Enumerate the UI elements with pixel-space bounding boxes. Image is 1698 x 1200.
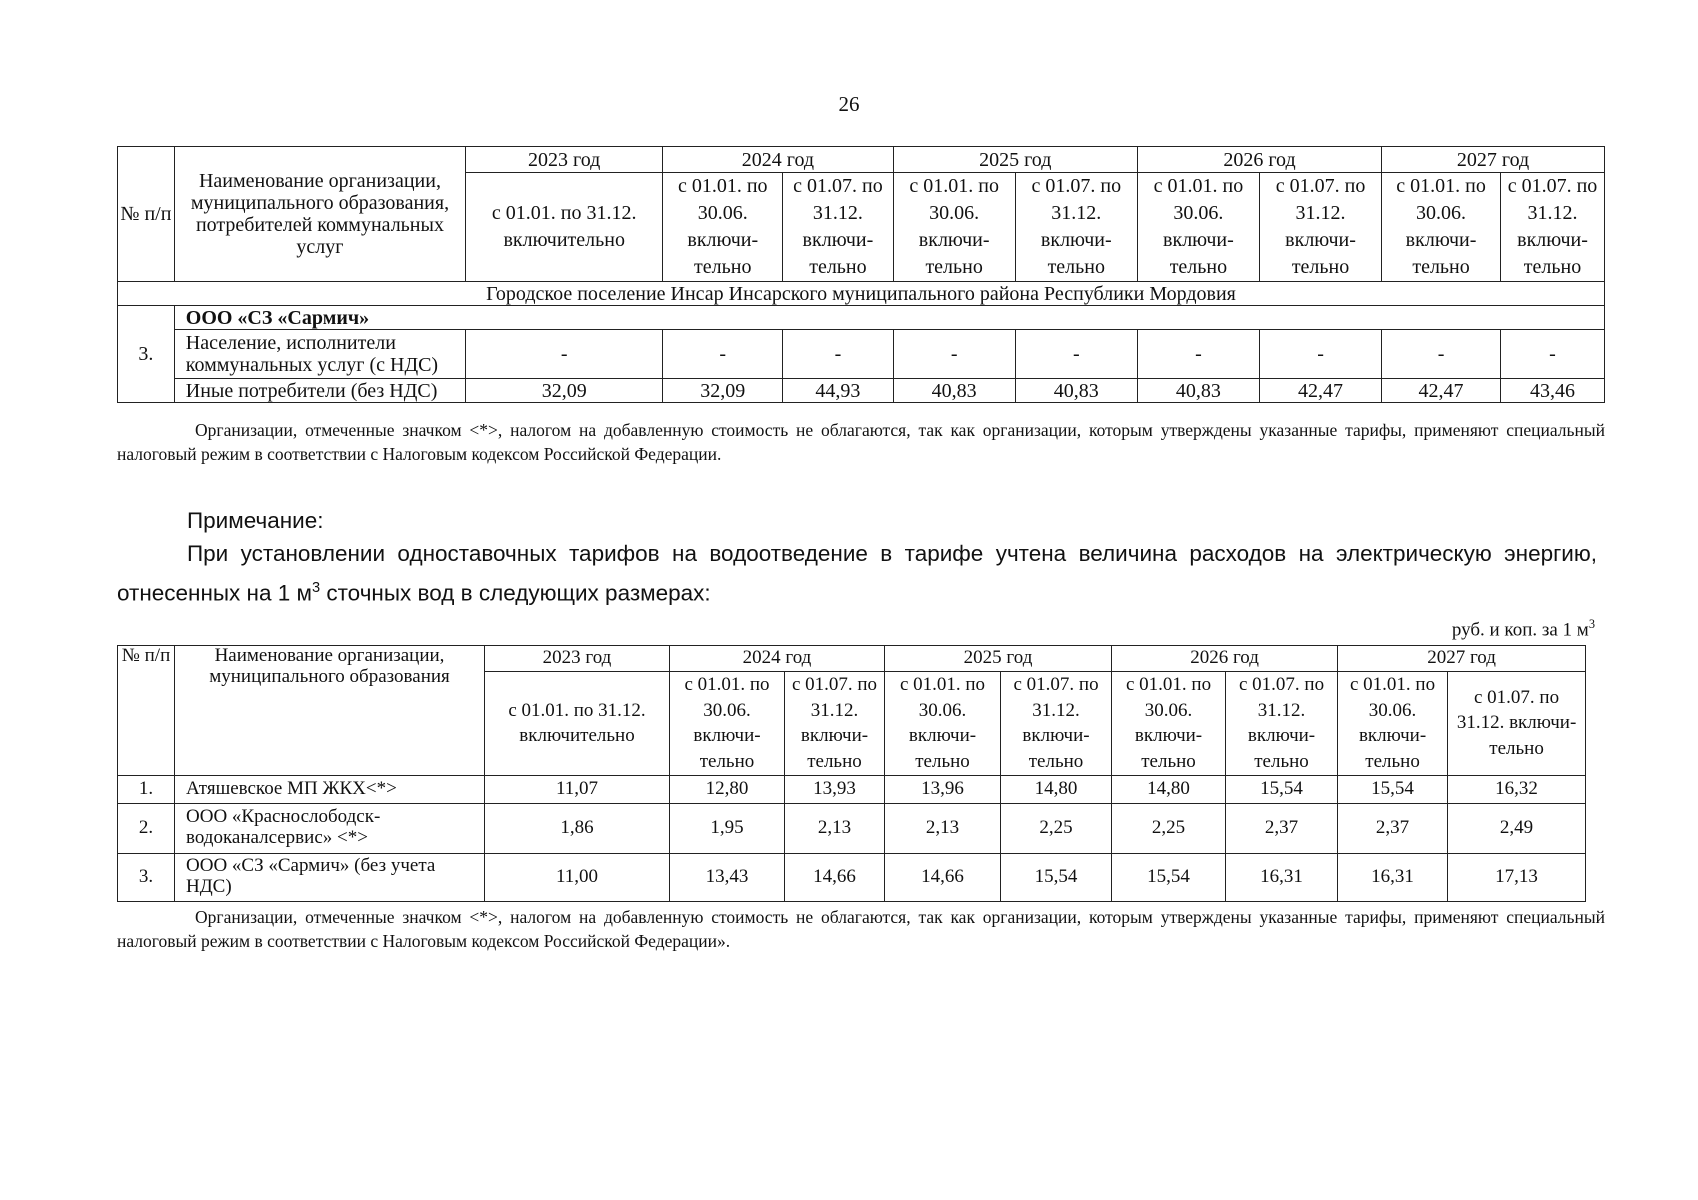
table-cell: 42,47 [1382, 379, 1501, 403]
table-cell: - [1382, 330, 1501, 379]
table-cell: 16,31 [1226, 853, 1338, 901]
table-cell: - [1015, 330, 1137, 379]
units-text: руб. и коп. за 1 м [1451, 619, 1589, 641]
table-cell: 14,80 [1112, 775, 1226, 803]
header-period: с 01.01. по 30.06. включи-тельно [1112, 672, 1226, 776]
header-period: с 01.01. по 31.12. включительно [485, 672, 670, 776]
organization-name: ООО «СЗ «Сармич» [174, 306, 1604, 330]
table-cell: - [893, 330, 1015, 379]
header-period: с 01.07. по 31.12. включи-тельно [1501, 173, 1605, 282]
header-period: с 01.07. по 31.12. включи-тельно [1001, 672, 1112, 776]
header-period: с 01.01. по 30.06. включи-тельно [1338, 672, 1448, 776]
header-year: 2024 год [670, 646, 885, 672]
table-cell: - [783, 330, 893, 379]
header-period: с 01.01. по 30.06. включи-тельно [1137, 173, 1259, 282]
units-label [1452, 617, 1595, 641]
header-period: с 01.01. по 30.06. включи-тельно [885, 672, 1001, 776]
row-number: 2. [118, 803, 175, 853]
table-cell: 43,46 [1501, 379, 1605, 403]
header-period: с 01.01. по 30.06. включи-тельно [1382, 173, 1501, 282]
header-year: 2026 год [1112, 646, 1338, 672]
table-cell: - [1501, 330, 1605, 379]
table-cell: 2,49 [1448, 803, 1586, 853]
remark-superscript: 3 [311, 580, 321, 596]
header-year: 2027 год [1382, 147, 1605, 173]
organization-name: ООО «СЗ «Сармич» (без учета НДС) [175, 853, 485, 901]
header-period: с 01.01. по 30.06. включи-тельно [893, 173, 1015, 282]
organization-name: ООО «Краснослободск-водоканалсервис» <*> [175, 803, 485, 853]
table-cell: 12,80 [670, 775, 785, 803]
table-cell: 14,80 [1001, 775, 1112, 803]
page-number: 26 [838, 92, 860, 116]
table-cell: 11,00 [485, 853, 670, 901]
table-row [118, 803, 1586, 853]
table-cell: 15,54 [1001, 853, 1112, 901]
table-cell: 17,13 [1448, 853, 1586, 901]
table-cell: 14,66 [885, 853, 1001, 901]
header-name: Наименование организации, муниципального образования [175, 646, 485, 776]
header-period: с 01.07. по 31.12. включи-тельно [785, 672, 885, 776]
header-period: с 01.01. по 30.06. включи-тельно [663, 173, 783, 282]
table-cell: 15,54 [1338, 775, 1448, 803]
footnote-vat-final: Организации, отмеченные значком <*>, налогом на добавленную стоимость не облагаются, так как организации, которым утверждены указанные тарифы, применяют специальный налоговый режим в соответствии с Налоговым кодексом Российской Федерации». [117, 907, 1605, 951]
header-year: 2026 год [1137, 147, 1381, 173]
table-row [118, 853, 1586, 901]
table-cell: 2,13 [885, 803, 1001, 853]
table-cell: 32,09 [466, 379, 663, 403]
table-row [118, 379, 1605, 403]
header-year: 2024 год [663, 147, 893, 173]
header-period: с 01.07. по 31.12. включи-тельно [1226, 672, 1338, 776]
tariff-table-1 [117, 146, 1605, 403]
table-cell: - [663, 330, 783, 379]
header-period: с 01.07. по 31.12. включи-тельно [1015, 173, 1137, 282]
table-cell: 14,66 [785, 853, 885, 901]
table-cell: 15,54 [1112, 853, 1226, 901]
header-year: 2025 год [893, 147, 1137, 173]
table-cell: 42,47 [1259, 379, 1381, 403]
table-cell: 16,31 [1338, 853, 1448, 901]
section-row: Городское поселение Инсар Инсарского муниципального района Республики Мордовия [118, 282, 1605, 306]
table-cell: 11,07 [485, 775, 670, 803]
remark-text-main: При установлении одноставочных тарифов на водоотведение в тарифе учтена величина расходов на электрическую энергию, отнесенных на 1 м [117, 541, 1597, 606]
table-cell: 13,43 [670, 853, 785, 901]
row-number: 1. [118, 775, 175, 803]
table-cell: 16,32 [1448, 775, 1586, 803]
table-cell: 1,95 [670, 803, 785, 853]
remark-text [117, 536, 1597, 611]
remark-text-end: сточных вод в следующих размерах: [320, 580, 711, 606]
header-period: с 01.07. по 31.12. включи-тельно [1259, 173, 1381, 282]
table-cell: 2,37 [1338, 803, 1448, 853]
table-row [118, 330, 1605, 379]
units-superscript: 3 [1588, 617, 1595, 631]
table-cell: 2,25 [1001, 803, 1112, 853]
header-period: с 01.07. по 31.12. включи-тельно [783, 173, 893, 282]
header-number: № п/п [118, 646, 175, 776]
table-cell: - [466, 330, 663, 379]
header-year: 2023 год [485, 646, 670, 672]
header-period: с 01.01. по 31.12. включительно [466, 173, 663, 282]
table-cell: 2,37 [1226, 803, 1338, 853]
table-cell: 2,13 [785, 803, 885, 853]
table-cell: 2,25 [1112, 803, 1226, 853]
header-period: с 01.01. по 30.06. включи-тельно [670, 672, 785, 776]
table-cell: 1,86 [485, 803, 670, 853]
consumer-label: Население, исполнители коммунальных услуг (с НДС) [174, 330, 465, 379]
table-cell: 15,54 [1226, 775, 1338, 803]
table-cell: 44,93 [783, 379, 893, 403]
table-cell: 40,83 [1137, 379, 1259, 403]
organization-name: Атяшевское МП ЖКХ<*> [175, 775, 485, 803]
header-name: Наименование организации, муниципального образования, потребителей коммунальных услуг [174, 147, 465, 282]
header-year: 2025 год [885, 646, 1112, 672]
remark-title: Примечание: [187, 508, 324, 533]
table-cell: 13,93 [785, 775, 885, 803]
table-row [118, 775, 1586, 803]
header-number: № п/п [118, 147, 175, 282]
row-number: 3. [118, 306, 175, 403]
table-cell: - [1259, 330, 1381, 379]
table-cell: 32,09 [663, 379, 783, 403]
table-cell: 13,96 [885, 775, 1001, 803]
header-period: с 01.07. по 31.12. включи-тельно [1448, 672, 1586, 776]
table-cell: 40,83 [1015, 379, 1137, 403]
consumer-label: Иные потребители (без НДС) [174, 379, 465, 403]
tariff-table-2 [117, 645, 1586, 902]
row-number: 3. [118, 853, 175, 901]
header-year: 2027 год [1338, 646, 1586, 672]
header-year: 2023 год [466, 147, 663, 173]
table-cell: 40,83 [893, 379, 1015, 403]
table-cell: - [1137, 330, 1259, 379]
footnote-vat: Организации, отмеченные значком <*>, налогом на добавленную стоимость не облагаются, так как организации, которым утверждены указанные тарифы, применяют специальный налоговый режим в соответствии с Налоговым кодексом Российской Федерации. [117, 420, 1605, 464]
